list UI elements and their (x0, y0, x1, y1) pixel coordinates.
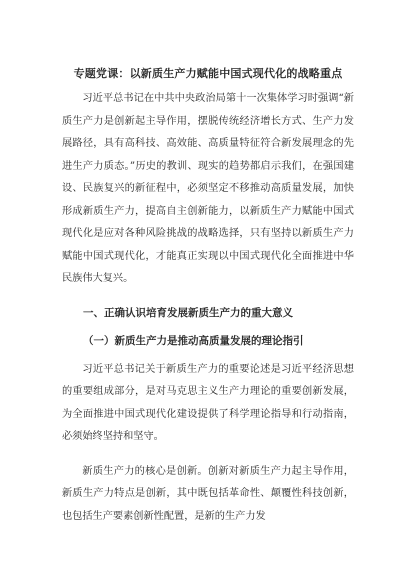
subsection-heading: （一）新质生产力是推动高质量发展的理论指引 (83, 334, 304, 347)
section-heading: 一、正确认识培育发展新质生产力的重大意义 (83, 306, 293, 319)
intro-paragraph: 习近平总书记在中共中央政治局第十一次集体学习时强调“新质生产力是创新起主导作用，摆脱传统经济增长方式、生产力发展路径，具有高科技、高效能、高质量特征符合新发展理念的先进生产力质态。”历史的教训、现实的趋势都启示我们，在强国建设、民族复兴的新征程中，必须坚定不移推动高质量发展，加快形成新质生产力，提高自主创新能力，以新质生产力赋能中国式现代化是应对各种风险挑战的战略选择，只有坚持以新质生产力赋能中国式现代化，才能真正实现以中国式现代化全面推进中华民族伟大复兴。 (62, 93, 354, 284)
body-paragraph: 新质生产力的核心是创新。创新对新质生产力起主导作用，新质生产力特点是创新，其中既包括革命性、颠覆性科技创新，也包括生产要素创新性配置，是新的生产力发 (62, 465, 354, 522)
body-paragraph: 习近平总书记关于新质生产力的重要论述是习近平经济思想的重要组成部分，是对马克思主义生产力理论的重要创新发展，为全面推进中国式现代化建设提供了科学理论指导和行动指南，必须始终坚持和坚守。 (62, 363, 354, 442)
paragraph-gap (62, 449, 354, 461)
document-title: 专题党课：以新质生产力赋能中国式现代化的战略重点 (73, 67, 343, 80)
